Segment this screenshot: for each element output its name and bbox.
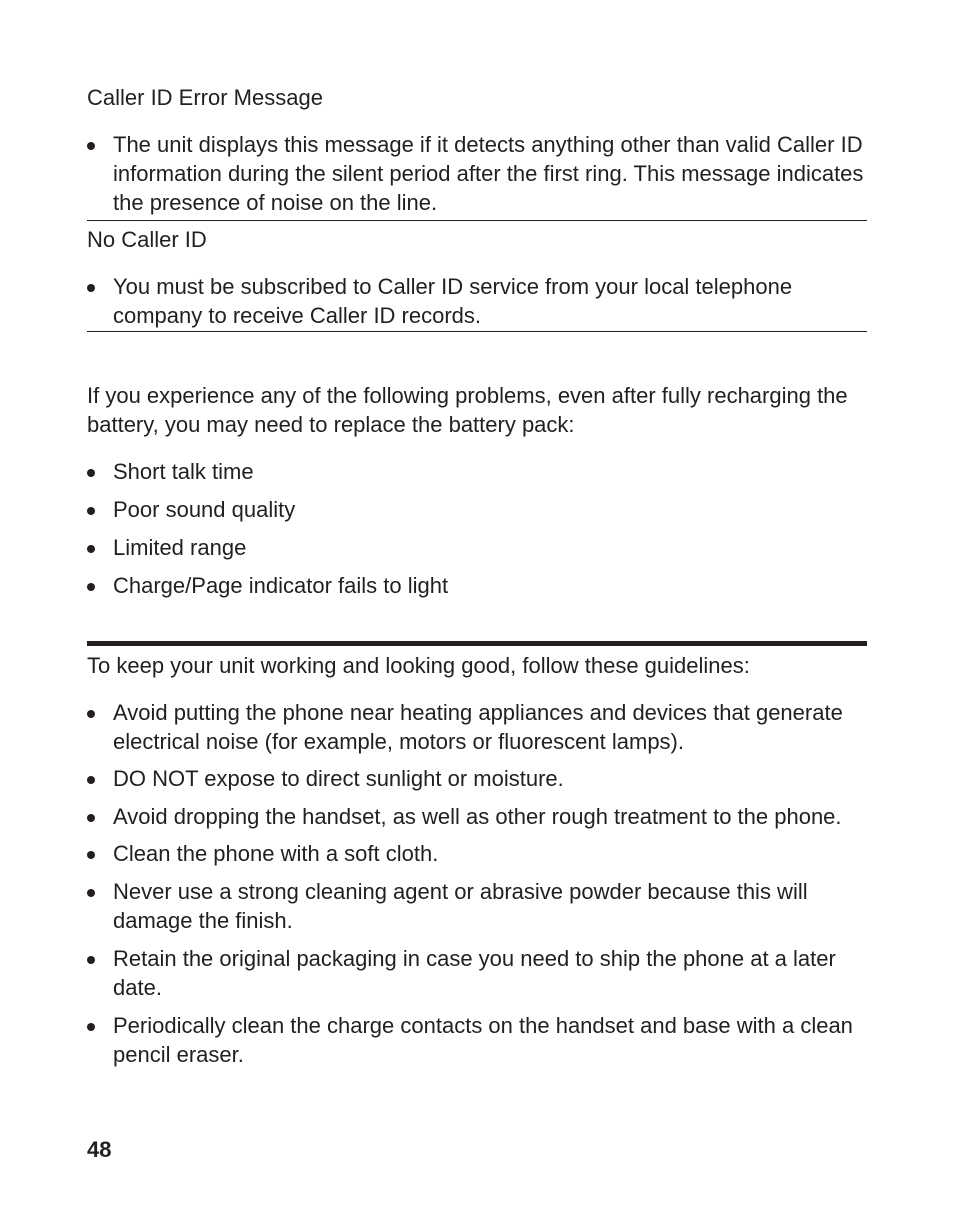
section-divider <box>87 331 867 332</box>
no-caller-id-heading: No Caller ID <box>87 227 207 252</box>
no-caller-id-list <box>87 272 867 330</box>
care-section <box>87 651 867 1069</box>
list-item: Retain the original packaging in case you need to ship the phone at a later date. <box>87 944 867 1002</box>
list-item: The unit displays this message if it detects anything other than valid Caller ID information during the silent period after the first ring. This message indicates the presence of noise on the line. <box>87 130 867 217</box>
list-item: Never use a strong cleaning agent or abrasive powder because this will damage the finish. <box>87 877 867 935</box>
caller-id-error-heading: Caller ID Error Message <box>87 85 323 110</box>
list-item: Short talk time <box>87 457 867 486</box>
section-divider <box>87 220 867 221</box>
battery-section <box>87 381 867 600</box>
battery-intro: If you experience any of the following problems, even after fully recharging the battery, you may need to replace the battery pack: <box>87 383 848 437</box>
list-item: Limited range <box>87 533 867 562</box>
battery-list <box>87 457 867 600</box>
caller-id-error-section <box>87 83 867 217</box>
list-item: Avoid dropping the handset, as well as other rough treatment to the phone. <box>87 802 867 831</box>
list-item: Avoid putting the phone near heating appliances and devices that generate electrical noise (for example, motors or fluorescent lamps). <box>87 698 867 756</box>
list-item: DO NOT expose to direct sunlight or moisture. <box>87 764 867 793</box>
page-number: 48 <box>87 1137 112 1162</box>
list-item: Charge/Page indicator fails to light <box>87 571 867 600</box>
care-intro: To keep your unit working and looking good, follow these guidelines: <box>87 653 750 678</box>
no-caller-id-section <box>87 225 867 330</box>
list-item: Periodically clean the charge contacts on the handset and base with a clean pencil eraser. <box>87 1011 867 1069</box>
care-list <box>87 698 867 1069</box>
list-item: You must be subscribed to Caller ID service from your local telephone company to receive Caller ID records. <box>87 272 867 330</box>
list-item: Clean the phone with a soft cloth. <box>87 839 867 868</box>
section-rule <box>87 641 867 646</box>
caller-id-error-list <box>87 130 867 217</box>
list-item: Poor sound quality <box>87 495 867 524</box>
